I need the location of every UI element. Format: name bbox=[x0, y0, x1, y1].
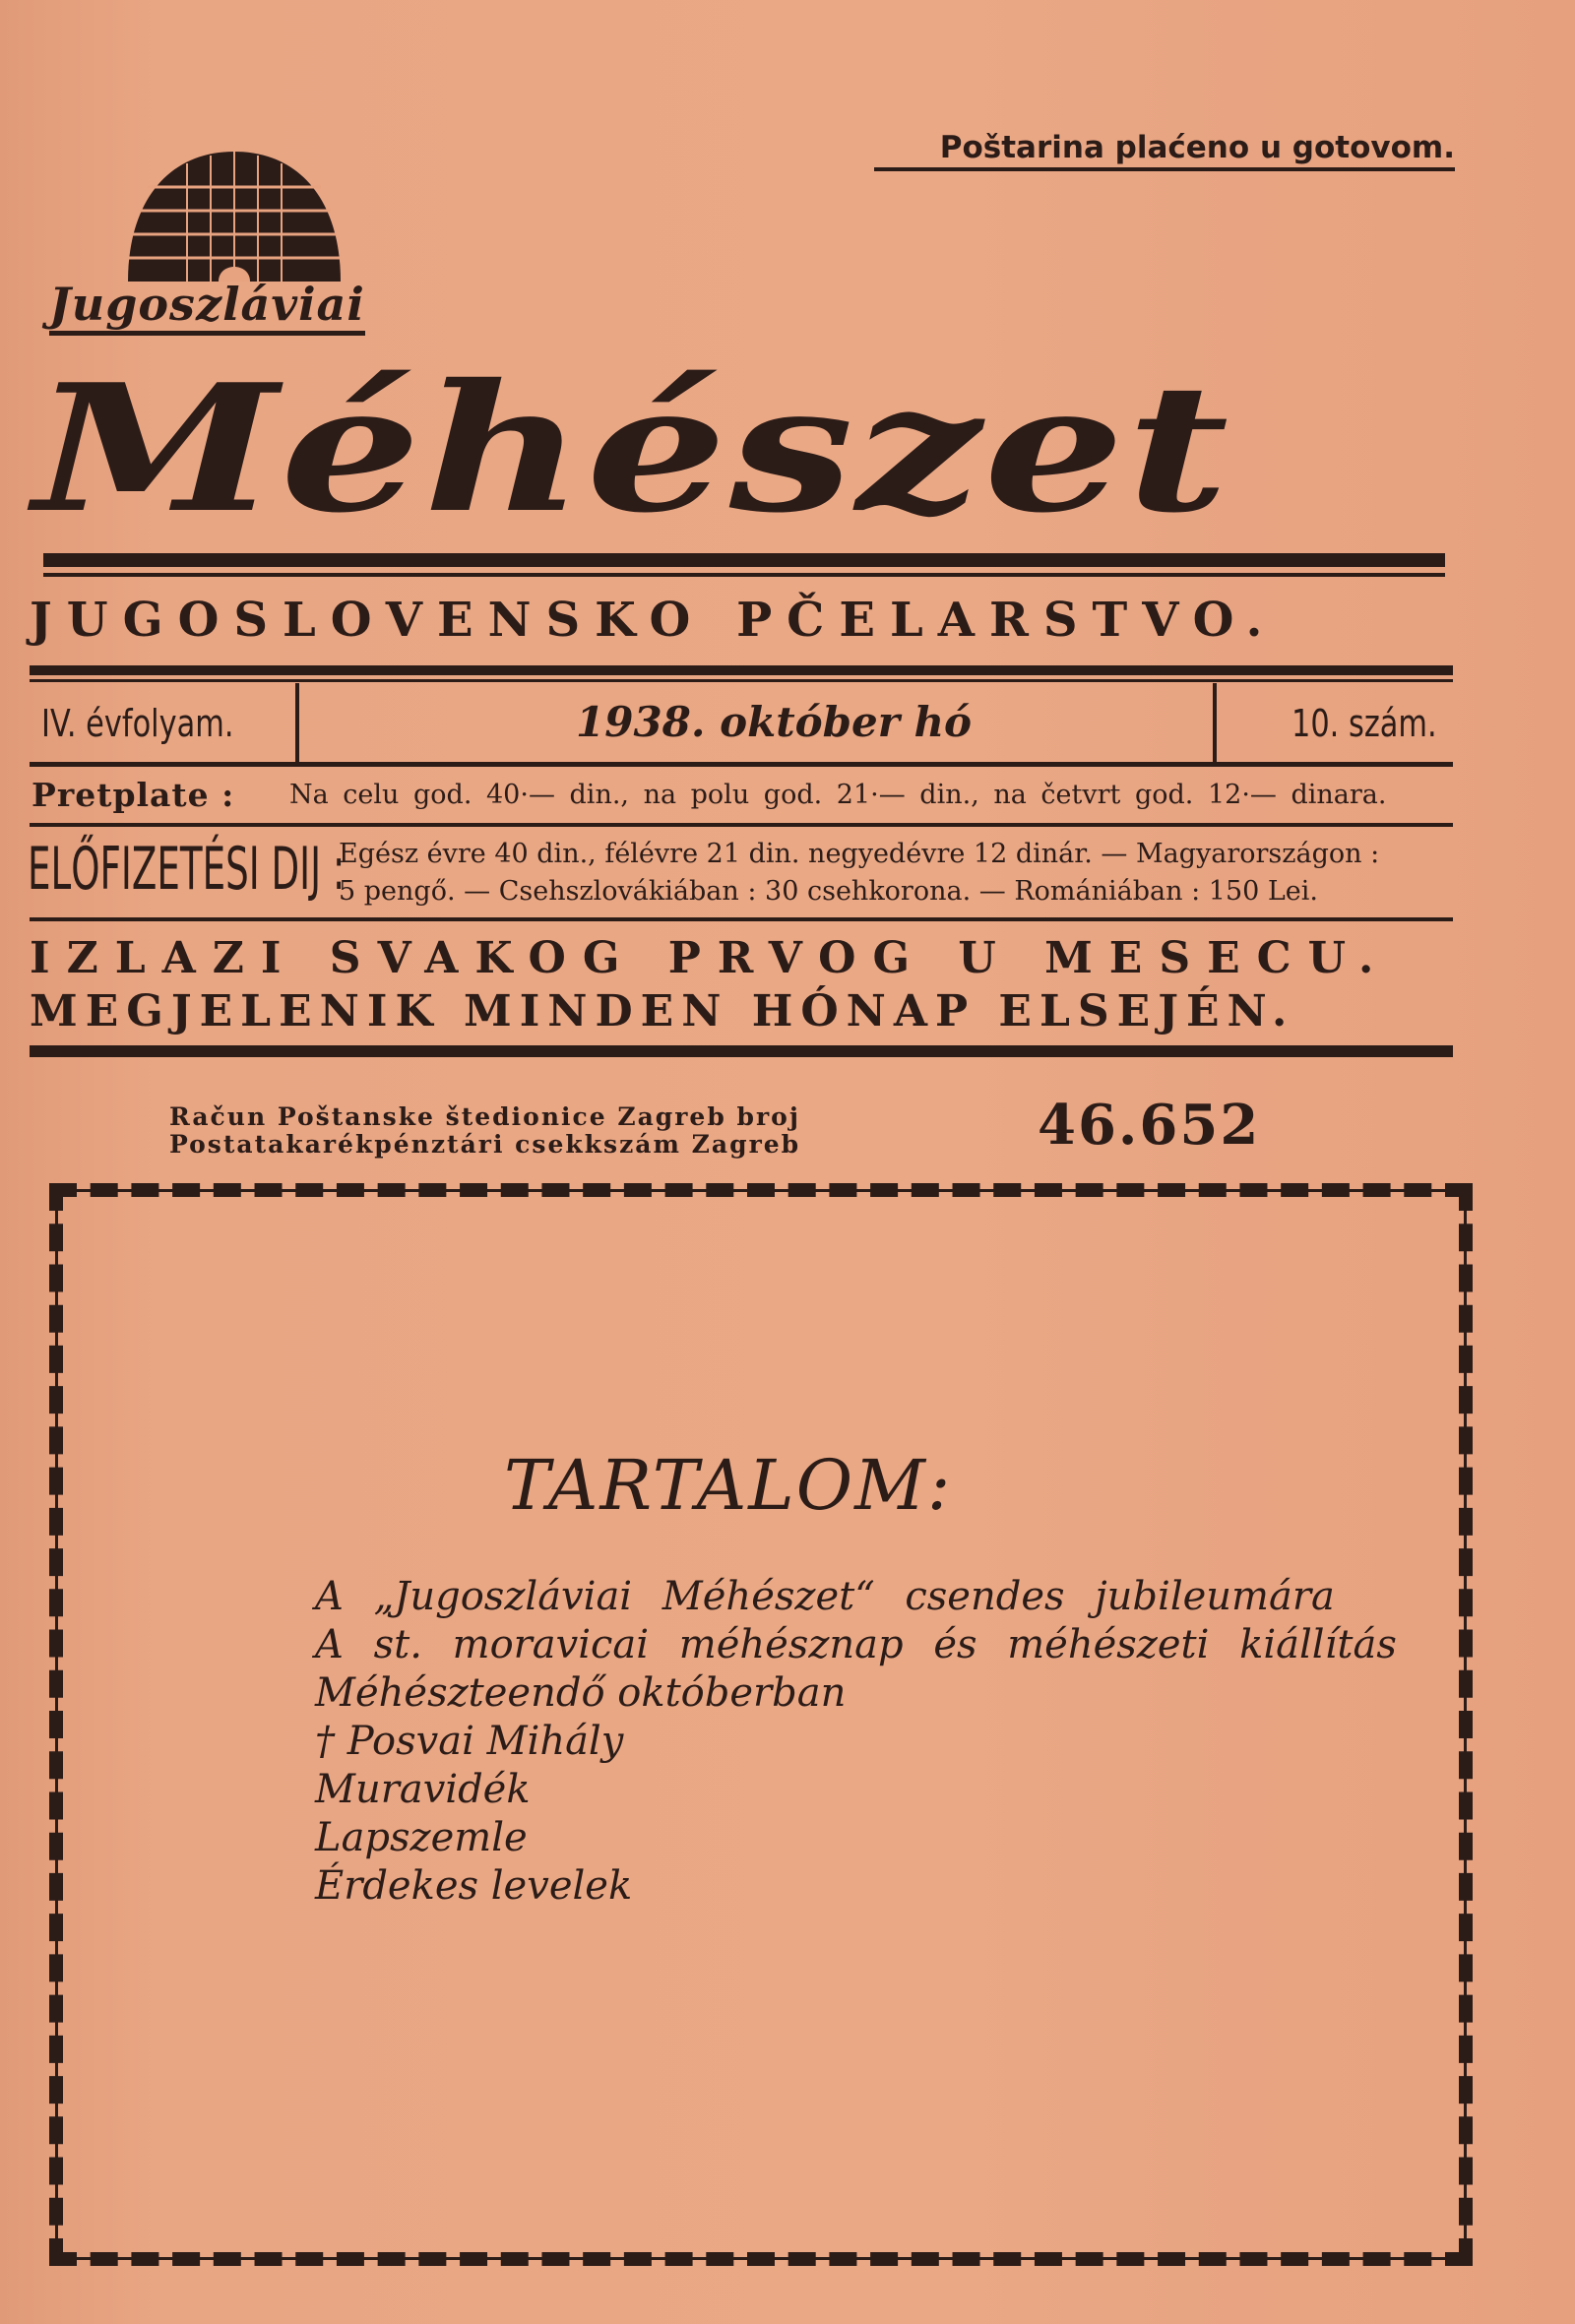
price-text: Na celu god. 40·— din., na polu god. 21·— din., na četvrt god. 12·— dinara. bbox=[289, 780, 1387, 810]
divider bbox=[43, 573, 1445, 577]
issue-date: 1938. október hó bbox=[576, 698, 973, 746]
contents-item: Érdekes levelek bbox=[315, 1863, 633, 1909]
divider bbox=[30, 1045, 1453, 1057]
divider bbox=[30, 762, 1453, 767]
subtitle: JUGOSLOVENSKO PČELARSTVO. bbox=[30, 593, 1278, 648]
contents-list bbox=[315, 1573, 1397, 1911]
account-line: Račun Poštanske štedionice Zagreb broj bbox=[169, 1102, 800, 1131]
contents-item: Méhészteendő októberban bbox=[315, 1670, 847, 1716]
price-label: Pretplate : bbox=[32, 776, 235, 814]
subscription-line: 5 pengő. — Csehszlovákiában : 30 csehkorona. — Romániában : 150 Lei. bbox=[339, 876, 1319, 907]
column-divider bbox=[1213, 683, 1217, 762]
subscription-label: ELŐFIZETÉSI DIJ : bbox=[28, 835, 346, 904]
postage-paid-notice: Poštarina plaćeno u gotovom. bbox=[874, 130, 1455, 171]
divider bbox=[43, 553, 1445, 567]
contents-item: Muravidék bbox=[315, 1767, 531, 1812]
column-divider bbox=[295, 683, 299, 762]
contents-title: TARTALOM: bbox=[504, 1445, 953, 1526]
beehive-icon bbox=[108, 144, 360, 291]
logo-jugoszlaviai: Jugoszláviai bbox=[49, 278, 365, 336]
logo-title: Méhészet bbox=[33, 345, 1231, 551]
contents-item: A st. moravicai méhésznap és méhészeti kiállítás bbox=[315, 1622, 1397, 1667]
publication-line-hungarian: MEGJELENIK MINDEN HÓNAP ELSEJÉN. bbox=[30, 986, 1295, 1036]
divider bbox=[30, 665, 1453, 675]
contents-item: † Posvai Mihály bbox=[315, 1719, 624, 1764]
subscription-line: Egész évre 40 din., félévre 21 din. negyedévre 12 dinár. — Magyarországon : bbox=[339, 839, 1380, 869]
account-number: 46.652 bbox=[1038, 1093, 1261, 1158]
divider bbox=[30, 679, 1453, 682]
divider bbox=[30, 917, 1453, 921]
issue-number: 10. szám. bbox=[1292, 702, 1437, 745]
contents-item: A „Jugoszláviai Méhészet“ csendes jubileumára bbox=[315, 1574, 1335, 1619]
volume-label: IV. évfolyam. bbox=[41, 702, 234, 745]
divider bbox=[30, 823, 1453, 827]
account-line: Postatakarékpénztári csekkszám Zagreb bbox=[169, 1130, 801, 1159]
contents-item: Lapszemle bbox=[315, 1815, 528, 1860]
publication-line-serbian: IZLAZI SVAKOG PRVOG U MESECU. bbox=[30, 933, 1391, 983]
